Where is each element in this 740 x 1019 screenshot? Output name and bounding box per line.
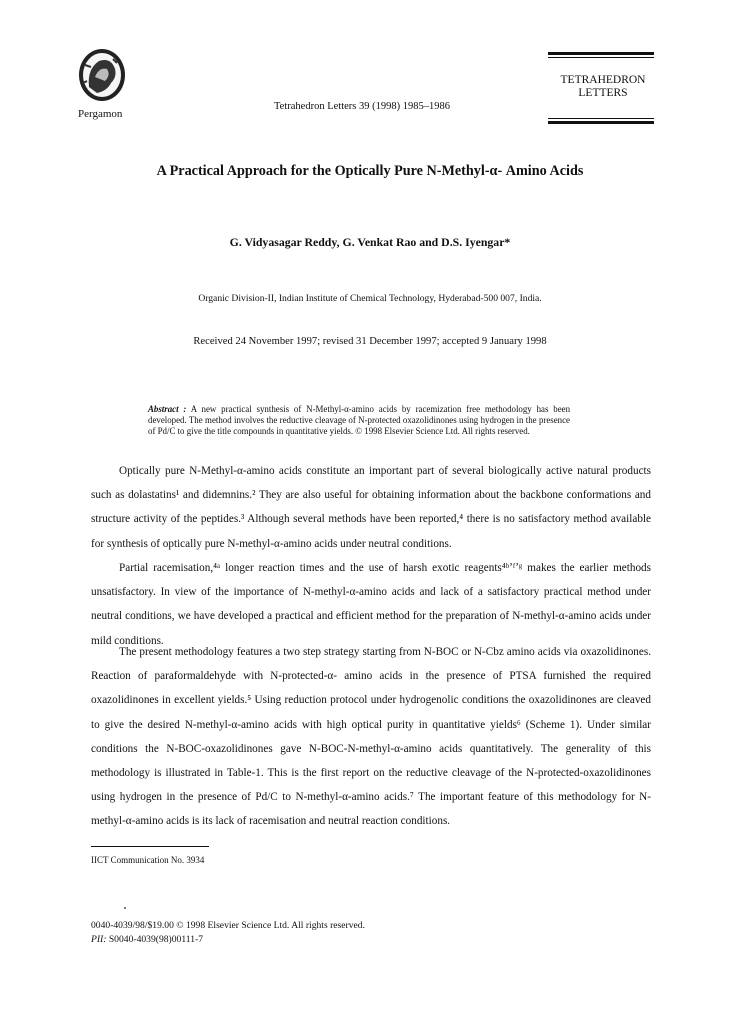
article-title: A Practical Approach for the Optically Pure N-Methyl-α- Amino Acids <box>156 163 584 179</box>
pii-label: PII: <box>91 934 107 945</box>
header-rule-bottom-thin <box>548 118 654 119</box>
header-rule-bottom-thick <box>548 121 654 124</box>
pii-line <box>91 934 203 945</box>
journal-reference: Tetrahedron Letters 39 (1998) 1985–1986 <box>274 101 450 112</box>
copyright-line: 0040-4039/98/$19.00 © 1998 Elsevier Science Ltd. All rights reserved. <box>91 920 365 931</box>
pii-value: S0040-4039(98)00111-7 <box>106 934 204 945</box>
body-paragraph-2: Partial racemisation,⁴ᵃ longer reaction times and the use of harsh exotic reagents⁴ᵇʼᶠʼᵍ makes the earlier methods unsatisfactory. In view of the importance of N-methyl-α-amino acids and lack of a satisfactory practical method under neutral conditions, we have developed a practical and efficient method for the preparation of N-methyl-α-amino acids under mild conditions. <box>91 562 651 647</box>
journal-name-line2: LETTERS <box>578 87 628 99</box>
publisher-name: Pergamon <box>78 108 123 120</box>
journal-name-line1: TETRAHEDRON <box>560 74 646 86</box>
header-rule-top-thick <box>548 52 654 55</box>
elsevier-emblem-icon <box>77 47 127 103</box>
abstract-text: A new practical synthesis of N-Methyl-α-amino acids by racemization free methodology has been developed. The method involves the reductive cleavage of N-protected oxazolidinones using hydrogen in the presence of Pd/C to give the title compounds in quantitative yields. © 1998 Elsevier Science Ltd. All rights reserved. <box>148 404 571 437</box>
journal-name <box>548 74 658 100</box>
header-rule-top-thin <box>548 57 654 58</box>
body-paragraph-3: The present methodology features a two step strategy starting from N-BOC or N-Cbz amino acids via oxazolidinones. Reaction of paraformaldehyde with N-protected-α- amino acids in the presence of PTSA furnished the required oxazolidinones in excellent yields.⁵ Using reduction protocol under hydrogenolic conditions the oxazolidinones are cleaved to give the desired N-methyl-α-amino acids with high optical purity in quantitative yields⁶ (Scheme 1). Under similar conditions the N-BOC-oxazolidinones gave N-BOC-N-methyl-α-amino acids quantitatively. The generality of this methodology is illustrated in Table-1. This is the first report on the reductive cleavage of the N-protected-oxazolidinones using hydrogen in the presence of Pd/C to N-methyl-α-amino acids.⁷ The important feature of this methodology for N-methyl-α-amino acids is its lack of racemisation and neutral reaction conditions. <box>91 646 651 828</box>
footnote-rule <box>91 846 209 847</box>
body-paragraph-1: Optically pure N-Methyl-α-amino acids constitute an important part of several biologically active natural products such as dolastatins¹ and didemnins.² They are also useful for obtaining information about the backbone conformations and structure activity of the peptides.³ Although several methods have been reported,⁴ there is no satisfactory method available for synthesis of optically pure N-methyl-α-amino acids under neutral conditions. <box>91 465 651 550</box>
article-affiliation: Organic Division-II, Indian Institute of Chemical Technology, Hyderabad-500 007, India. <box>198 293 542 304</box>
abstract <box>148 404 570 438</box>
footnote: IICT Communication No. 3934 <box>91 855 205 865</box>
speck <box>124 907 126 909</box>
abstract-label: Abstract : <box>148 404 187 414</box>
article-dates: Received 24 November 1997; revised 31 December 1997; accepted 9 January 1998 <box>193 336 547 347</box>
article-authors: G. Vidyasagar Reddy, G. Venkat Rao and D.S. Iyengar* <box>229 235 511 249</box>
